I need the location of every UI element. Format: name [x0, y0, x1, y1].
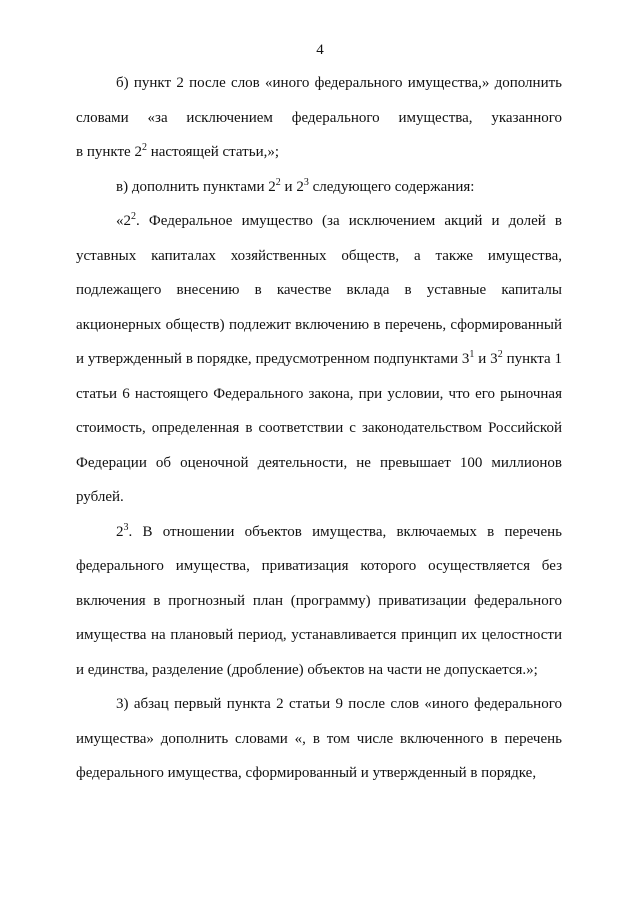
text-run: в пункте 2	[76, 144, 142, 160]
text-run: Федерации об оценочной деятельности, не превышает 100 миллионов	[76, 454, 562, 471]
superscript: 1	[469, 349, 475, 360]
paragraph	[76, 515, 562, 688]
document-body	[76, 66, 562, 791]
text-line	[76, 549, 562, 584]
text-run: федерального имущества, сформированный и утвержденный в порядке,	[76, 765, 537, 781]
text-run: 3) абзац первый пункта 2 статьи 9 после слов «иного федерального	[116, 696, 562, 712]
text-line	[76, 342, 562, 377]
text-run: подлежащего внесению в качестве вклада в уставные капиталы	[76, 282, 562, 298]
text-line	[76, 687, 562, 722]
text-run: и 2	[280, 178, 304, 195]
text-line	[76, 756, 562, 791]
text-run: статьи 6 настоящего Федерального закона, при условии, что его рыночная	[76, 385, 562, 402]
superscript: 2	[141, 142, 147, 153]
text-run: включения в прогнозный план (программу) приватизации федерального	[76, 592, 562, 609]
text-run: словами «за исключением федерального имущества, указанного	[76, 109, 562, 126]
text-line	[76, 204, 562, 239]
text-run: «2	[116, 213, 131, 229]
text-run: имущества на плановый период, устанавливается принцип их целостности	[76, 627, 562, 643]
paragraph	[76, 66, 562, 170]
text-line	[76, 273, 562, 308]
superscript: 3	[123, 521, 129, 533]
superscript: 2	[275, 176, 281, 188]
text-run: следующего содержания:	[308, 178, 475, 195]
text-run: рублей.	[76, 489, 124, 505]
text-run: . В отношении объектов имущества, включаемых в перечень	[128, 523, 562, 540]
text-line	[76, 618, 562, 653]
text-line	[76, 480, 562, 515]
text-line	[76, 101, 562, 136]
text-line	[76, 66, 562, 101]
text-run: пункта 1	[502, 351, 563, 367]
text-line	[76, 515, 562, 550]
superscript: 3	[303, 176, 309, 188]
text-line	[76, 377, 562, 412]
text-run: б) пункт 2 после слов «иного федерального имущества,» дополнить	[116, 75, 562, 91]
text-run: и 3	[474, 351, 498, 367]
text-run: 2	[116, 523, 124, 540]
paragraph	[76, 687, 562, 791]
text-line	[76, 170, 562, 205]
paragraph	[76, 170, 562, 205]
text-line	[76, 135, 562, 170]
superscript: 2	[497, 349, 503, 360]
text-run: федерального имущества, приватизация которого осуществляется без	[76, 558, 562, 574]
text-line	[76, 653, 562, 688]
text-run: и единства, разделение (дробление) объектов на части не допускается.»;	[76, 661, 538, 678]
text-run: настоящей статьи,»;	[146, 144, 280, 160]
text-run: и утвержденный в порядке, предусмотренном подпунктами 3	[76, 351, 470, 367]
text-run: стоимость, определенная в соответствии с законодательством Российской	[76, 420, 562, 436]
superscript: 2	[131, 211, 136, 222]
text-run: имущества» дополнить словами «, в том числе включенного в перечень	[76, 730, 562, 747]
text-line	[76, 239, 562, 274]
text-run: уставных капиталах хозяйственных обществ, а также имущества,	[76, 247, 562, 264]
page-number: 4	[316, 42, 324, 58]
text-run: . Федеральное имущество (за исключением акций и долей в	[136, 213, 562, 229]
paragraph	[76, 204, 562, 515]
text-line	[76, 722, 562, 757]
text-run: в) дополнить пунктами 2	[116, 178, 276, 195]
text-line	[76, 446, 562, 481]
text-line	[76, 308, 562, 343]
text-run: акционерных обществ) подлежит включению в перечень, сформированный	[76, 316, 562, 333]
text-line	[76, 584, 562, 619]
text-line	[76, 411, 562, 446]
